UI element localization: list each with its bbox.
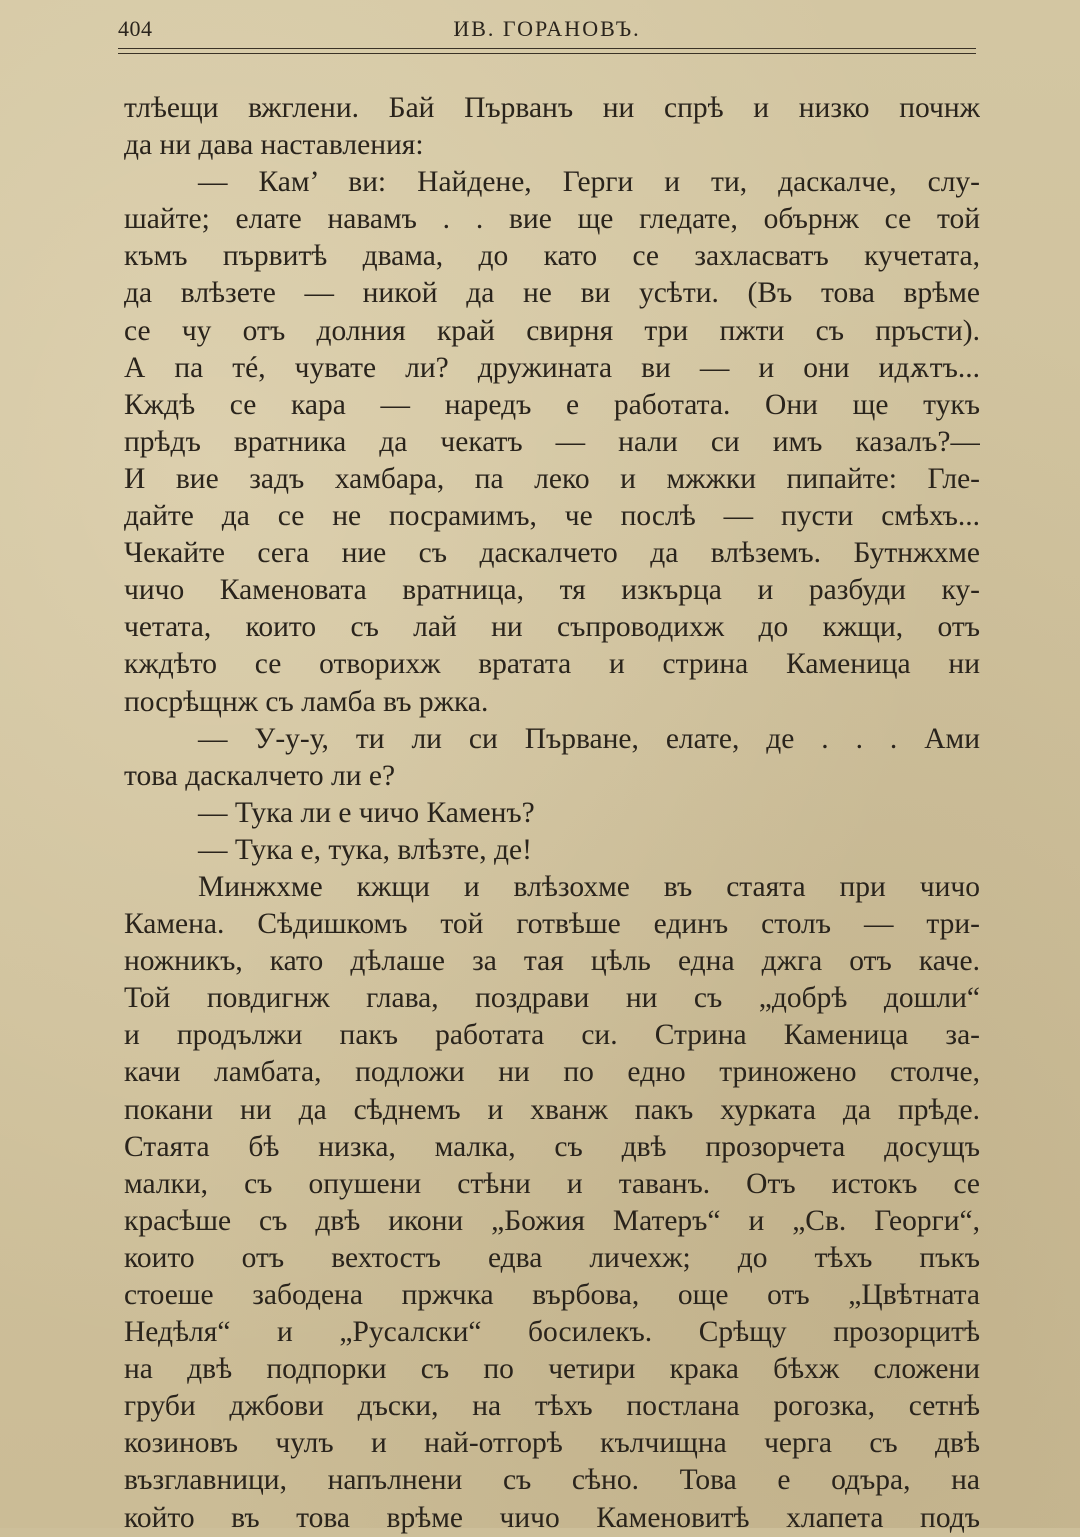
text-line: кждѣто се отворихж вратата и стрина Каменица ни bbox=[124, 648, 980, 681]
text-line: покани ни да сѣднемъ и хванж пакъ хурката да прѣде. bbox=[124, 1093, 980, 1126]
text-line: това даскалчето ли е? bbox=[124, 759, 396, 792]
text-line: И вие задъ хамбара, па леко и мжжки пипайте: Гле- bbox=[124, 462, 980, 495]
text-line: се чу отъ долния край свирня три пжти съ пръсти). bbox=[124, 314, 980, 347]
text-line: които отъ вехтостъ едва личехж; до тѣхъ пъкъ bbox=[124, 1241, 980, 1274]
text-line: ножникъ, като дѣлаше за тая цѣль една джга отъ каче. bbox=[124, 945, 980, 978]
text-line: Кждѣ се кара — наредъ е работата. Они ще тукъ bbox=[124, 388, 980, 421]
text-line: Недѣля“ и „Русалски“ босилекъ. Срѣщу прозорцитѣ bbox=[124, 1316, 980, 1349]
text-line: да влѣзете — никой да не ви усѣти. (Въ това врѣме bbox=[124, 277, 980, 310]
text-line: Минжхме кжщи и влѣзохме въ стаята при чичо bbox=[198, 870, 980, 903]
page-number: 404 bbox=[118, 16, 153, 41]
running-head: ИВ. ГОРАНОВЪ. bbox=[453, 16, 641, 41]
text-line: качи ламбата, подложи ни по едно триножено столче, bbox=[124, 1056, 980, 1089]
text-line: стоеше забодена пржчка върбова, още отъ „Цвѣтната bbox=[124, 1279, 980, 1311]
text-line: къмъ първитѣ двама, до като се захласватъ кучетата, bbox=[124, 240, 980, 273]
text-line: шайте; елате навамъ . . вие ще гледате, обърнж се той bbox=[124, 203, 980, 236]
text-line: на двѣ подпорки съ по четири крака бѣхж сложени bbox=[124, 1353, 980, 1386]
text-line: Чекайте сега ние съ даскалчето да влѣземъ. Бутнжхме bbox=[124, 537, 980, 570]
text-line: четата, които съ лай ни съпроводихж до кжщи, отъ bbox=[124, 611, 980, 644]
text-line: прѣдъ вратника да чекатъ — нали си имъ казалъ?— bbox=[124, 425, 980, 458]
text-line: тлѣещи вжглени. Бай Първанъ ни спрѣ и низко почнж bbox=[124, 92, 980, 124]
text-line: посрѣщнж съ ламба въ ржка. bbox=[124, 685, 489, 718]
text-line: малки, съ опушени стѣни и таванъ. Отъ истокъ се bbox=[124, 1167, 980, 1200]
text-line: — Кам’ ви: Найдене, Герги и ти, даскалче, слу- bbox=[198, 166, 980, 199]
text-line: и продължи пакъ работата си. Стрина Каменица за- bbox=[124, 1019, 980, 1052]
text-line: да ни дава наставления: bbox=[124, 129, 424, 162]
text-line: красѣше съ двѣ икони „Божия Матеръ“ и „Св. Георги“, bbox=[124, 1204, 980, 1237]
text-line: чичо Каменовата вратница, тя изкърца и разбуди ку- bbox=[124, 574, 980, 607]
text-line: — Тука е, тука, влѣзте, де! bbox=[198, 833, 532, 866]
text-line: — Тука ли е чичо Каменъ? bbox=[198, 796, 535, 829]
text-line: козиновъ чулъ и най-отгорѣ кълчищна черга съ двѣ bbox=[124, 1427, 980, 1460]
text-line: дайте да се не посрамимъ, че послѣ — пусти смѣхъ... bbox=[124, 500, 980, 533]
text-line: А па тé, чувате ли? дружината ви — и они идѫтъ... bbox=[124, 351, 980, 384]
page-header bbox=[118, 14, 976, 48]
text-line: който въ това врѣме чичо Каменовитѣ хлапета подъ bbox=[124, 1501, 980, 1534]
text-line: възглавници, напълнени съ сѣно. Това е одъра, на bbox=[124, 1464, 980, 1497]
text-line: Стаята бѣ низка, малка, съ двѣ прозорчета досущъ bbox=[124, 1130, 980, 1163]
text-line: Камена. Сѣдишкомъ той готвѣше единъ столъ — три- bbox=[124, 908, 980, 941]
text-line: груби джбови дъски, на тѣхъ постлана рогозка, сетнѣ bbox=[124, 1390, 980, 1423]
text-body bbox=[124, 90, 980, 1537]
text-line: — У-у-у, ти ли си Първане, елате, де . . . Ами bbox=[198, 722, 980, 755]
header-rule bbox=[118, 48, 976, 54]
text-line: Той повдигнж глава, поздрави ни съ „добрѣ дошли“ bbox=[124, 982, 980, 1015]
